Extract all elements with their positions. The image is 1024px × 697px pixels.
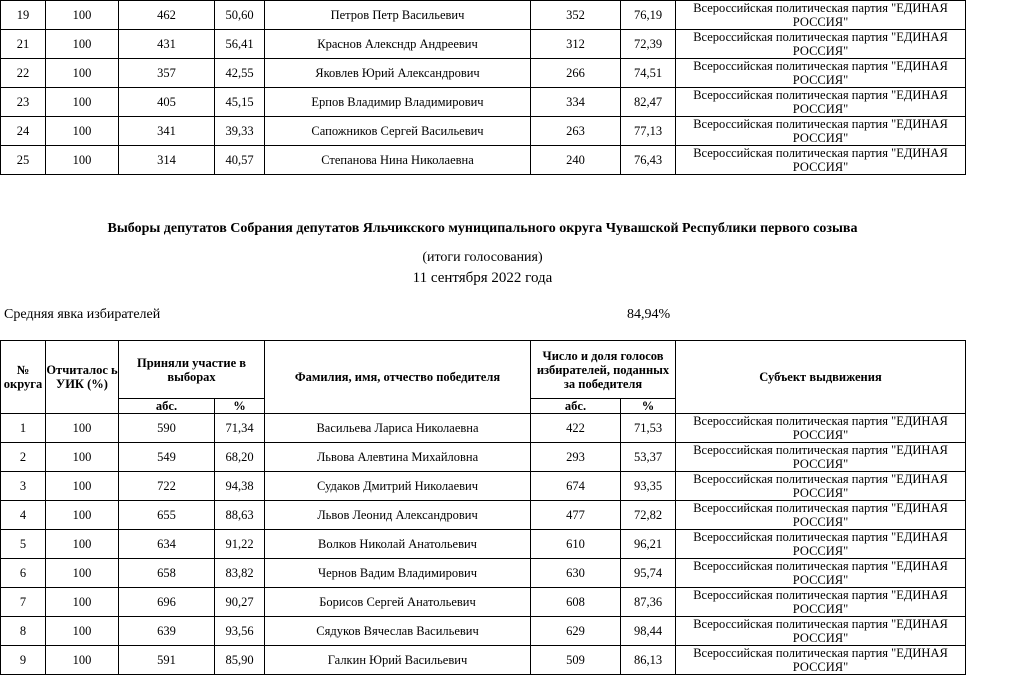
table-row [1,617,966,646]
cell-winner-name: Степанова Нина Николаевна [265,146,531,175]
cell-winner-name: Чернов Вадим Владимирович [265,559,531,588]
cell-party: Всероссийская политическая партия "ЕДИНАЯ РОССИЯ" [676,1,966,30]
cell-participated-abs: 634 [119,530,215,559]
cell-district-number: 19 [1,1,46,30]
cell-uik-reported: 100 [46,414,119,443]
header-winner-name: Фамилия, имя, отчество победителя [265,341,531,414]
cell-winner-name: Волков Николай Анатольевич [265,530,531,559]
table-row [1,559,966,588]
cell-uik-reported: 100 [46,30,119,59]
table-row [1,30,966,59]
cell-votes-abs: 509 [531,646,621,675]
cell-votes-abs: 352 [531,1,621,30]
cell-district-number: 1 [1,414,46,443]
cell-participated-pct: 45,15 [215,88,265,117]
cell-votes-pct: 82,47 [621,88,676,117]
cell-party: Всероссийская политическая партия "ЕДИНАЯ РОССИЯ" [676,530,966,559]
cell-district-number: 21 [1,30,46,59]
table-row [1,646,966,675]
cell-votes-pct: 76,19 [621,1,676,30]
cell-party: Всероссийская политическая партия "ЕДИНАЯ РОССИЯ" [676,472,966,501]
cell-party: Всероссийская политическая партия "ЕДИНАЯ РОССИЯ" [676,443,966,472]
cell-votes-pct: 53,37 [621,443,676,472]
results-table [0,340,966,675]
cell-participated-abs: 639 [119,617,215,646]
cell-participated-abs: 696 [119,588,215,617]
cell-participated-pct: 85,90 [215,646,265,675]
table-row [1,117,966,146]
cell-district-number: 8 [1,617,46,646]
cell-votes-pct: 87,36 [621,588,676,617]
cell-winner-name: Судаков Дмитрий Николаевич [265,472,531,501]
cell-party: Всероссийская политическая партия "ЕДИНАЯ РОССИЯ" [676,414,966,443]
cell-participated-abs: 655 [119,501,215,530]
cell-uik-reported: 100 [46,59,119,88]
cell-votes-abs: 293 [531,443,621,472]
cell-district-number: 6 [1,559,46,588]
cell-district-number: 2 [1,443,46,472]
cell-party: Всероссийская политическая партия "ЕДИНАЯ РОССИЯ" [676,146,966,175]
cell-votes-abs: 477 [531,501,621,530]
cell-votes-pct: 72,82 [621,501,676,530]
table-row [1,501,966,530]
cell-participated-abs: 658 [119,559,215,588]
cell-winner-name: Сядуков Вячеслав Васильевич [265,617,531,646]
cell-winner-name: Ерпов Владимир Владимирович [265,88,531,117]
cell-participated-abs: 405 [119,88,215,117]
cell-district-number: 25 [1,146,46,175]
cell-party: Всероссийская политическая партия "ЕДИНАЯ РОССИЯ" [676,88,966,117]
cell-party: Всероссийская политическая партия "ЕДИНАЯ РОССИЯ" [676,117,966,146]
cell-participated-abs: 357 [119,59,215,88]
cell-participated-pct: 50,60 [215,1,265,30]
cell-participated-abs: 590 [119,414,215,443]
cell-votes-pct: 86,13 [621,646,676,675]
cell-uik-reported: 100 [46,646,119,675]
cell-participated-abs: 462 [119,1,215,30]
cell-votes-pct: 71,53 [621,414,676,443]
cell-votes-pct: 93,35 [621,472,676,501]
cell-votes-pct: 77,13 [621,117,676,146]
cell-participated-abs: 591 [119,646,215,675]
cell-votes-abs: 422 [531,414,621,443]
cell-participated-abs: 314 [119,146,215,175]
results-body [1,414,966,675]
table-row [1,443,966,472]
cell-votes-pct: 72,39 [621,30,676,59]
header-participated-pct: % [215,399,265,414]
cell-winner-name: Львова Алевтина Михайловна [265,443,531,472]
cell-district-number: 9 [1,646,46,675]
previous-results-body [1,1,966,175]
cell-participated-pct: 71,34 [215,414,265,443]
cell-votes-pct: 76,43 [621,146,676,175]
cell-participated-pct: 94,38 [215,472,265,501]
turnout-label: Средняя явка избирателей [4,307,161,322]
cell-uik-reported: 100 [46,146,119,175]
cell-winner-name: Яковлев Юрий Александрович [265,59,531,88]
cell-votes-pct: 74,51 [621,59,676,88]
table-row [1,88,966,117]
cell-votes-abs: 629 [531,617,621,646]
cell-district-number: 24 [1,117,46,146]
table-row [1,588,966,617]
cell-participated-pct: 83,82 [215,559,265,588]
cell-participated-pct: 93,56 [215,617,265,646]
cell-uik-reported: 100 [46,88,119,117]
cell-votes-abs: 610 [531,530,621,559]
cell-uik-reported: 100 [46,559,119,588]
cell-uik-reported: 100 [46,501,119,530]
header-district-number: № округа [1,341,46,414]
header-participated: Приняли участие в выборах [119,341,265,399]
header-uik-reported: Отчиталос ь УИК (%) [46,341,119,414]
cell-winner-name: Васильева Лариса Николаевна [265,414,531,443]
cell-participated-pct: 91,22 [215,530,265,559]
cell-district-number: 5 [1,530,46,559]
cell-winner-name: Петров Петр Васильевич [265,1,531,30]
cell-participated-pct: 88,63 [215,501,265,530]
cell-participated-abs: 549 [119,443,215,472]
table-row [1,1,966,30]
table-row [1,59,966,88]
table-row [1,414,966,443]
cell-winner-name: Борисов Сергей Анатольевич [265,588,531,617]
table-row [1,472,966,501]
cell-votes-abs: 334 [531,88,621,117]
cell-participated-abs: 722 [119,472,215,501]
cell-winner-name: Галкин Юрий Васильевич [265,646,531,675]
cell-votes-abs: 674 [531,472,621,501]
header-participated-abs: абс. [119,399,215,414]
cell-party: Всероссийская политическая партия "ЕДИНАЯ РОССИЯ" [676,59,966,88]
election-subtitle: (итоги голосования) [422,250,543,265]
cell-participated-pct: 90,27 [215,588,265,617]
cell-votes-pct: 98,44 [621,617,676,646]
cell-party: Всероссийская политическая партия "ЕДИНАЯ РОССИЯ" [676,30,966,59]
cell-party: Всероссийская политическая партия "ЕДИНАЯ РОССИЯ" [676,559,966,588]
cell-votes-abs: 263 [531,117,621,146]
cell-votes-abs: 266 [531,59,621,88]
cell-participated-abs: 431 [119,30,215,59]
election-date: 11 сентября 2022 года [412,270,553,286]
cell-winner-name: Краснов Алексндр Андреевич [265,30,531,59]
cell-uik-reported: 100 [46,617,119,646]
cell-party: Всероссийская политическая партия "ЕДИНАЯ РОССИЯ" [676,646,966,675]
cell-district-number: 4 [1,501,46,530]
cell-winner-name: Львов Леонид Александрович [265,501,531,530]
cell-uik-reported: 100 [46,1,119,30]
cell-uik-reported: 100 [46,117,119,146]
cell-participated-pct: 68,20 [215,443,265,472]
cell-votes-abs: 608 [531,588,621,617]
cell-party: Всероссийская политическая партия "ЕДИНАЯ РОССИЯ" [676,588,966,617]
cell-votes-pct: 95,74 [621,559,676,588]
header-winner-votes: Число и доля голосов избирателей, поданных за победителя [531,341,676,399]
cell-votes-abs: 630 [531,559,621,588]
election-title: Выборы депутатов Собрания депутатов Яльчикского муниципального округа Чувашской Республики первого созыва [107,221,858,236]
cell-participated-abs: 341 [119,117,215,146]
cell-participated-pct: 40,57 [215,146,265,175]
cell-district-number: 22 [1,59,46,88]
header-votes-abs: абс. [531,399,621,414]
cell-participated-pct: 56,41 [215,30,265,59]
turnout-value: 84,94% [627,307,671,322]
cell-uik-reported: 100 [46,472,119,501]
cell-district-number: 7 [1,588,46,617]
cell-participated-pct: 39,33 [215,117,265,146]
cell-district-number: 3 [1,472,46,501]
cell-party: Всероссийская политическая партия "ЕДИНАЯ РОССИЯ" [676,617,966,646]
header-votes-pct: % [621,399,676,414]
cell-votes-abs: 240 [531,146,621,175]
cell-participated-pct: 42,55 [215,59,265,88]
cell-uik-reported: 100 [46,530,119,559]
cell-uik-reported: 100 [46,443,119,472]
table-row [1,146,966,175]
cell-uik-reported: 100 [46,588,119,617]
cell-votes-abs: 312 [531,30,621,59]
cell-votes-pct: 96,21 [621,530,676,559]
table-row [1,530,966,559]
cell-party: Всероссийская политическая партия "ЕДИНАЯ РОССИЯ" [676,501,966,530]
cell-district-number: 23 [1,88,46,117]
cell-winner-name: Сапожников Сергей Васильевич [265,117,531,146]
header-nominating-party: Субъект выдвижения [676,341,966,414]
previous-results-table [0,0,966,175]
